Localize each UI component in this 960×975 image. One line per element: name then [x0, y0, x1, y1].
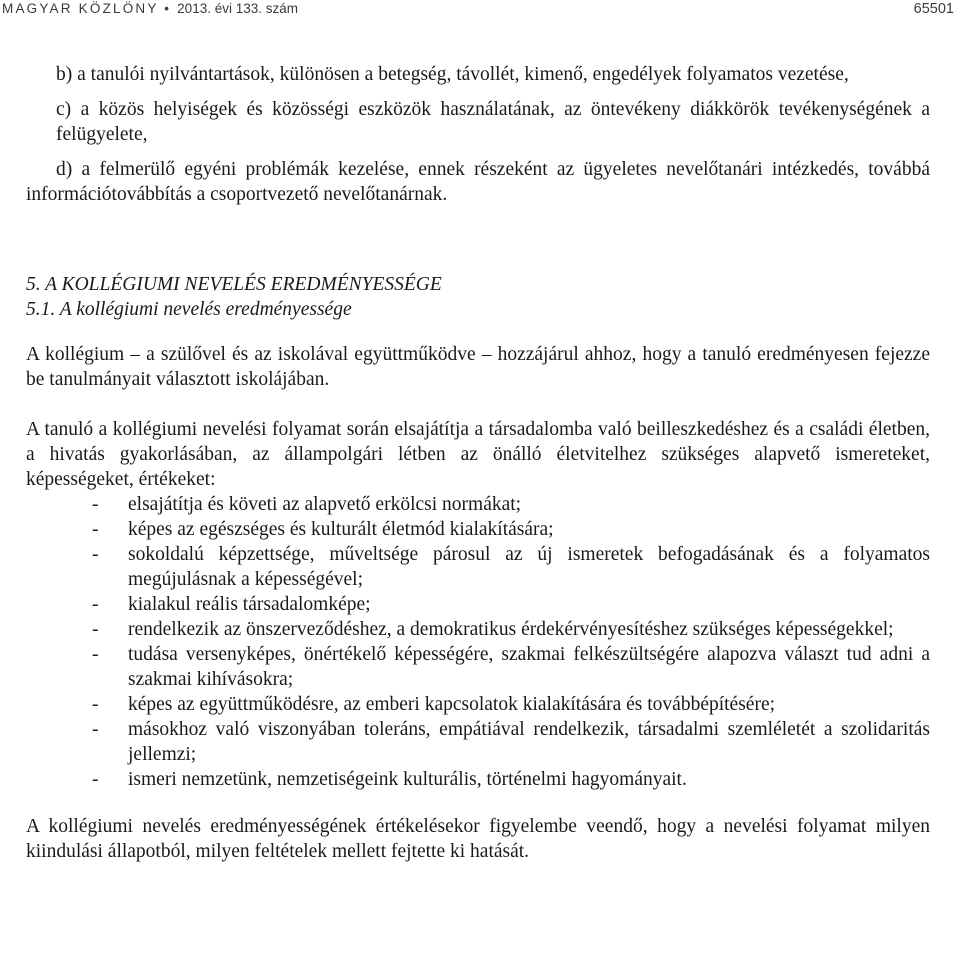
list-item: [26, 692, 930, 717]
list-item: [26, 542, 930, 592]
paragraph: A kollégium – a szülővel és az iskolával együttműködve – hozzájárul ahhoz, hogy a tanuló eredményesen fejezze be tanulmányait választott iskolájában.: [26, 344, 930, 390]
journal-name: MAGYAR KÖZLÖNY: [2, 1, 159, 16]
spacer: [26, 207, 930, 272]
dash-bullet: -: [92, 694, 99, 715]
list-item-text: képes az együttműködésre, az emberi kapcsolatok kialakítására és továbbépítésére;: [128, 694, 776, 715]
list-item-b: b) a tanulói nyilvántartások, különösen a betegség, távollét, kimenő, engedélyek folyamatos vezetése,: [56, 64, 849, 85]
dash-bullet: -: [92, 719, 99, 740]
paragraph: A kollégiumi nevelés eredményességének értékelésekor figyelembe veendő, hogy a nevelési folyamat milyen kiindulási állapotból, milyen feltételek mellett fejtette ki hatását.: [26, 816, 930, 862]
page-body: [26, 62, 930, 864]
paragraph: A tanuló a kollégiumi nevelési folyamat során elsajátítja a társadalomba való beilleszkedéshez és a családi életben, a hivatás gyakorlásában, az állampolgári létben az önálló életvitelhez szükséges alapvető ismereteket, képességeket, értékeket:: [26, 419, 930, 490]
list-item-text: képes az egészséges és kulturált életmód kialakítására;: [128, 519, 554, 540]
section-title: 5. A KOLLÉGIUMI NEVELÉS EREDMÉNYESSÉGE: [26, 274, 442, 295]
list-item: [26, 517, 930, 542]
list-item-text: ismeri nemzetünk, nemzetiségeink kulturális, történelmi hagyományait.: [128, 769, 687, 790]
running-head: [2, 1, 298, 16]
list-item-text: rendelkezik az önszerveződéshez, a demokratikus érdekérvényesítéshez szükséges képességekkel;: [128, 619, 894, 640]
page-header: [0, 0, 960, 22]
dash-bullet: -: [92, 494, 99, 515]
list-item: [26, 592, 930, 617]
list-item: [26, 767, 930, 792]
dash-bullet: -: [92, 644, 99, 665]
list-item: [26, 617, 930, 642]
list-item-text: sokoldalú képzettsége, műveltsége párosul az új ismeretek befogadásának és a folyamatos megújulásnak a képességével;: [128, 544, 930, 590]
dash-bullet: -: [92, 519, 99, 540]
page-number: 65501: [913, 1, 954, 17]
list-item: [26, 717, 930, 767]
list-item-text: kialakul reális társadalomképe;: [128, 594, 371, 615]
list-item-text: tudása versenyképes, önértékelő képességére, szakmai felkészültségére alapozva választ tud adni a szakmai kihívásokra;: [128, 644, 930, 690]
list-item-c: c) a közös helyiségek és közösségi eszközök használatának, az öntevékeny diákkörök tevékenységének a felügyelete,: [56, 99, 930, 145]
dash-bullet: -: [92, 544, 99, 565]
list-item: [26, 492, 930, 517]
dash-bullet: -: [92, 769, 99, 790]
list-item-text: elsajátítja és követi az alapvető erkölcsi normákat;: [128, 494, 522, 515]
issue-label: 2013. évi 133. szám: [177, 1, 298, 16]
list-item-text: másokhoz való viszonyában toleráns, empátiával rendelkezik, társadalmi szemléletét a szolidaritás jellemzi;: [128, 719, 930, 765]
competence-list: [26, 492, 930, 792]
subsection-title: 5.1. A kollégiumi nevelés eredményessége: [26, 299, 352, 320]
list-item-d: d) a felmerülő egyéni problémák kezelése, ennek részeként az ügyeletes nevelőtanári intézkedés, továbbá információtovábbítás a csoportvezető nevelőtanárnak.: [26, 159, 930, 205]
separator-bullet: •: [164, 1, 172, 16]
dash-bullet: -: [92, 594, 99, 615]
dash-bullet: -: [92, 619, 99, 640]
list-item: [26, 642, 930, 692]
